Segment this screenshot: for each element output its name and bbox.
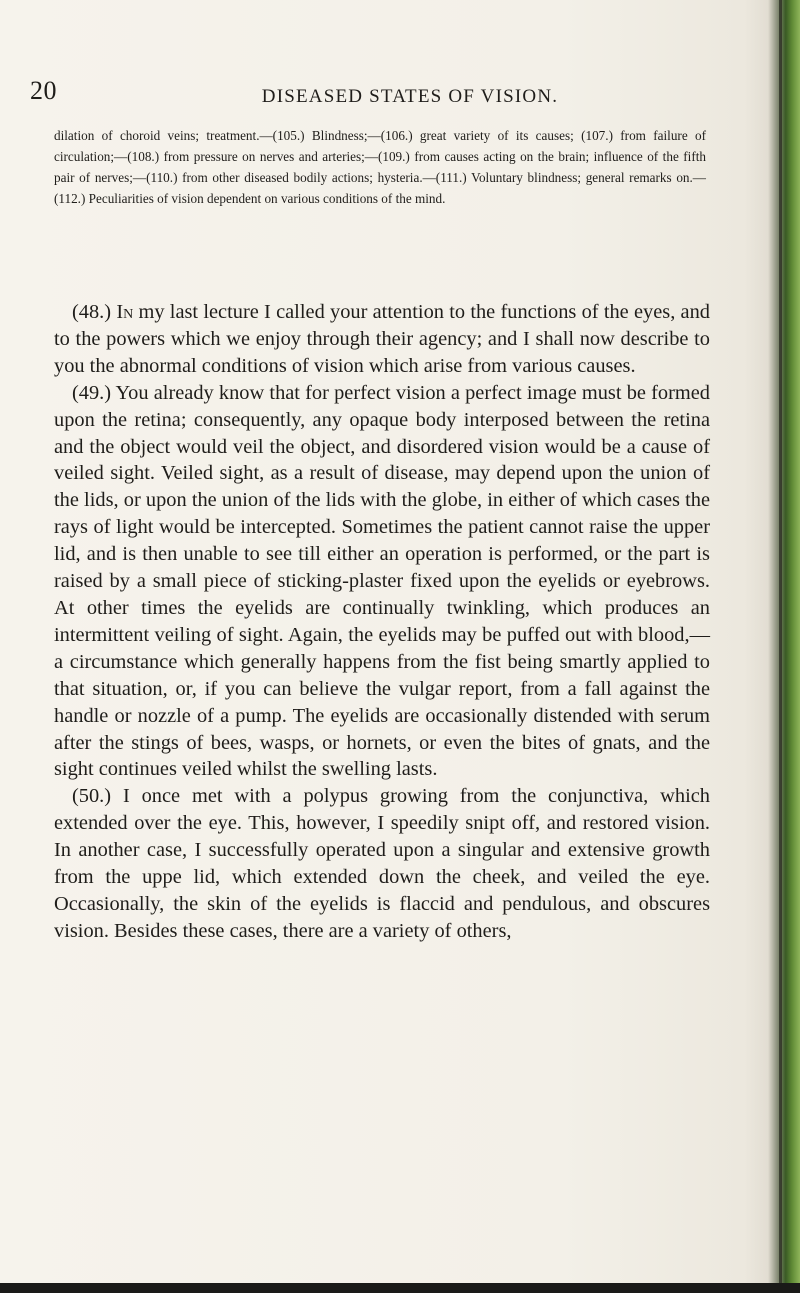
paragraph-text: You already know that for perfect vision a perfect image must be formed upon the retina; consequently, any opaque body interposed between the retina and the object would veil the object, and disordered vision would be a cause of veiled sight. Veiled sight, as a result of disease, may depend upon the union of the lids, or upon the union of the lids with the globe, in either of which cases the rays of light would be intercepted. Sometimes the patient cannot raise the upper lid, and is then unable to see till either an operation is performed, or the part is raised by a small piece of sticking-plaster fixed upon the eyelids or eyebrows. At other times the eyelids are continually twinkling, which produces an intermittent veiling of sight. Again, the eyelids may be puffed out with blood,—a circumstance which generally happens from the fist being smartly applied to that situation, or, if you can believe the vulgar report, from a fall against the handle or nozzle of a pump. The eyelids are occasionally distended with serum after the stings of bees, wasps, or hornets, or even the bites of gnats, and the sight continues veiled whilst the swelling lasts.: [54, 381, 710, 781]
running-title: DISEASED STATES OF VISION.: [261, 86, 559, 107]
chapter-summary: dilation of choroid veins; treatment.—(105.) Blindness;—(106.) great variety of its causes; (107.) from failure of circulation;—(108.) from pressure on nerves and arteries;—(109.) from causes acting on the brain; influence of the fifth pair of nerves;—(110.) from other diseased bodily actions; hysteria.—(111.) Voluntary blindness; general remarks on.—(112.) Peculiarities of vision dependent on various conditions of the mind.: [54, 128, 706, 206]
paragraph-49: [54, 380, 710, 784]
page-edge-shadow: [768, 0, 800, 1293]
paragraph-number: (49.): [72, 381, 112, 404]
paragraph-text: my last lecture I called your attention to the functions of the eyes, and to the powers which we enjoy through their agency; and I shall now describe to you the abnormal conditions of vision which arise from various causes.: [54, 301, 710, 377]
body-text: [54, 299, 710, 945]
paragraph-48: [54, 299, 710, 380]
page-number: 20: [30, 76, 57, 105]
bottom-border: [0, 1283, 800, 1293]
paragraph-number: (48.): [72, 301, 112, 323]
paragraph-lead: In: [116, 301, 134, 323]
binding-edge-line: [779, 0, 782, 1293]
paragraph-number: (50.): [72, 785, 112, 808]
paragraph-text: I once met with a polypus growing from the conjunctiva, which extended over the eye. This, however, I speedily snipt off, and restored vision. In another case, I successfully operated upon a singular and extensive growth from the uppe lid, which extended down the cheek, and veiled the eye. Occasionally, the skin of the eyelids is flaccid and pendulous, and obscures vision. Besides these cases, there are a variety of others,: [54, 785, 710, 942]
paragraph-50: [54, 783, 710, 944]
